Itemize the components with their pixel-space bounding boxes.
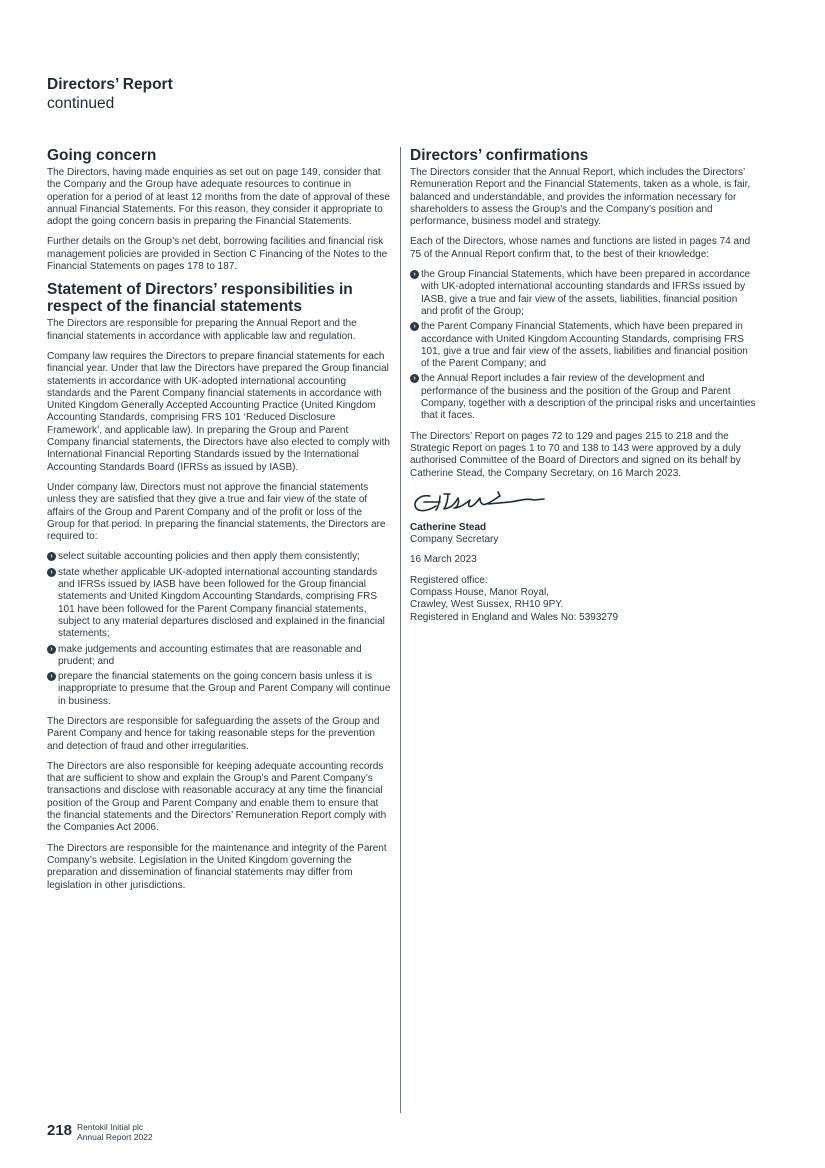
signatory-name: Catherine Stead [410, 521, 487, 533]
column-divider [400, 147, 401, 1113]
paragraph: Each of the Directors, whose names and functions are listed in pages 74 and 75 of the Annual Report confirm that, to the best of their knowledge: [410, 236, 751, 260]
paragraph: The Directors are responsible for safeguarding the assets of the Group and Parent Company and hence for taking reasonable steps for the prevention and detection of fraud and other irregularities. [47, 715, 380, 752]
left-column [47, 147, 391, 900]
page-header [47, 75, 173, 113]
responsibilities-heading: Statement of Directors’ responsibilities in respect of the financial statements [47, 281, 353, 316]
paragraph: The Directors, having made enquiries as set out on page 149, consider that the Company and the Group have adequate resources to continue in operation for a period of at least 12 months from the date of approval of these annual Financial Statements. For this reason, they consider it appropriate to adopt the going concern basis in preparing the Financial Statements. [47, 167, 390, 228]
confirmations-list [410, 269, 756, 423]
signature-date: 16 March 2023 [410, 554, 477, 566]
paragraph: Further details on the Group’s net debt, borrowing facilities and financial risk management policies are provided in Section C Financing of the Notes to the Financial Statements on pages 178 to 187. [47, 236, 388, 273]
list-item: › the Annual Report includes a fair review of the development and performance of the business and the position of the Group and Parent Company, together with a description of the principal risks and uncertainties that it faces. [410, 373, 756, 422]
list-item: › the Group Financial Statements, which have been prepared in accordance with UK-adopted international accounting standards and IFRSs issued by IASB, give a true and fair view of the assets, liabilities, financial position and profit of the Group; [410, 269, 756, 318]
paragraph: Company law requires the Directors to prepare financial statements for each financial year. Under that law the Directors have prepared the Group financial statements in accordance with UK-adopted international accounting standards and the Parent Company financial statements in accordance with United Kingdom Generally Accepted Accounting Practice (United Kingdom Accounting Standards, comprising FRS 101 ‘Reduced Disclosure Framework’, and applicable law). In preparing the Group and Parent Company financial statements, the Directors have also elected to comply with International Financial Reporting Standards issued by the International Accounting Standards Board (IFRSs as issued by IASB). [47, 350, 390, 473]
arrow-circle-icon: › [410, 374, 419, 383]
footer-text [77, 1122, 153, 1142]
right-column [410, 147, 756, 624]
list-item: › make judgements and accounting estimates that are reasonable and prudent; and [47, 644, 391, 669]
page-subtitle: continued [47, 95, 115, 112]
arrow-circle-icon: › [47, 568, 56, 577]
footer-report: Annual Report 2022 [77, 1132, 153, 1142]
arrow-circle-icon: › [47, 672, 56, 681]
paragraph: The Directors are responsible for preparing the Annual Report and the financial statements in accordance with applicable law and regulation. [47, 318, 357, 342]
footer-company: Rentokil Initial plc [77, 1122, 144, 1132]
registration-number: Registered in England and Wales No: 5393279 [410, 611, 619, 623]
list-item: › state whether applicable UK-adopted international accounting standards and IFRSs issued by IASB have been followed for the Group financial statements and United Kingdom Accounting Standards, comprising FRS 101 have been followed for the Parent Company financial statements, subject to any material departures disclosed and explained in the financial statements; [47, 567, 391, 641]
paragraph: The Directors are responsible for the maintenance and integrity of the Parent Company’s website. Legislation in the United Kingdom governing the preparation and dissemination of financial statements may differ from legislation in other jurisdictions. [47, 842, 387, 891]
address-line: Crawley, West Sussex, RH10 9PY. [410, 599, 564, 611]
page-footer [47, 1122, 153, 1142]
arrow-circle-icon: › [410, 270, 419, 279]
approval-paragraph: The Directors’ Report on pages 72 to 129 and pages 215 to 218 and the Strategic Report on pages 1 to 70 and 138 to 143 were approved by a duly authorised Committee of the Board of Directors and signed on its behalf by Catherine Stead, the Company Secretary, on 16 March 2023. [410, 430, 741, 479]
confirmations-heading: Directors’ confirmations [410, 147, 589, 164]
list-item: › select suitable accounting policies and then apply them consistently; [47, 551, 391, 563]
going-concern-heading: Going concern [47, 147, 157, 164]
signatory-role: Company Secretary [410, 534, 499, 546]
registered-office [410, 575, 756, 624]
registered-office-label: Registered office: [410, 574, 488, 586]
address-line: Compass House, Manor Royal, [410, 587, 549, 599]
arrow-circle-icon: › [410, 322, 419, 331]
paragraph: Under company law, Directors must not approve the financial statements unless they are satisfied that they give a true and fair view of the state of affairs of the Group and Parent Company and of the profit or loss of the Group for that period. In preparing the financial statements, the Directors are required to: [47, 481, 386, 543]
page-title: Directors’ Report [47, 76, 173, 93]
arrow-circle-icon: › [47, 552, 56, 561]
responsibilities-list [47, 551, 391, 708]
arrow-circle-icon: › [47, 645, 56, 654]
page-number: 218 [47, 1122, 73, 1139]
signature-image [410, 488, 756, 516]
list-item: › prepare the financial statements on the going concern basis unless it is inappropriate to presume that the Group and Parent Company will continue in business. [47, 671, 391, 708]
paragraph: The Directors consider that the Annual Report, which includes the Directors’ Remuneration Report and the Financial Statements, taken as a whole, is fair, balanced and understandable, and provides the information necessary for shareholders to assess the Group’s and the Company’s position and performance, business model and strategy. [410, 167, 751, 228]
list-item: › the Parent Company Financial Statements, which have been prepared in accordance with United Kingdom Accounting Standards, comprising FRS 101, give a true and fair view of the assets, liabilities and financial position of the Parent Company; and [410, 321, 756, 370]
paragraph: The Directors are also responsible for keeping adequate accounting records that are sufficient to show and explain the Group’s and Parent Company’s transactions and disclose with reasonable accuracy at any time the financial position of the Group and Parent Company and enable them to ensure that the financial statements and the Directors’ Remuneration Report comply with the Companies Act 2006. [47, 760, 387, 834]
